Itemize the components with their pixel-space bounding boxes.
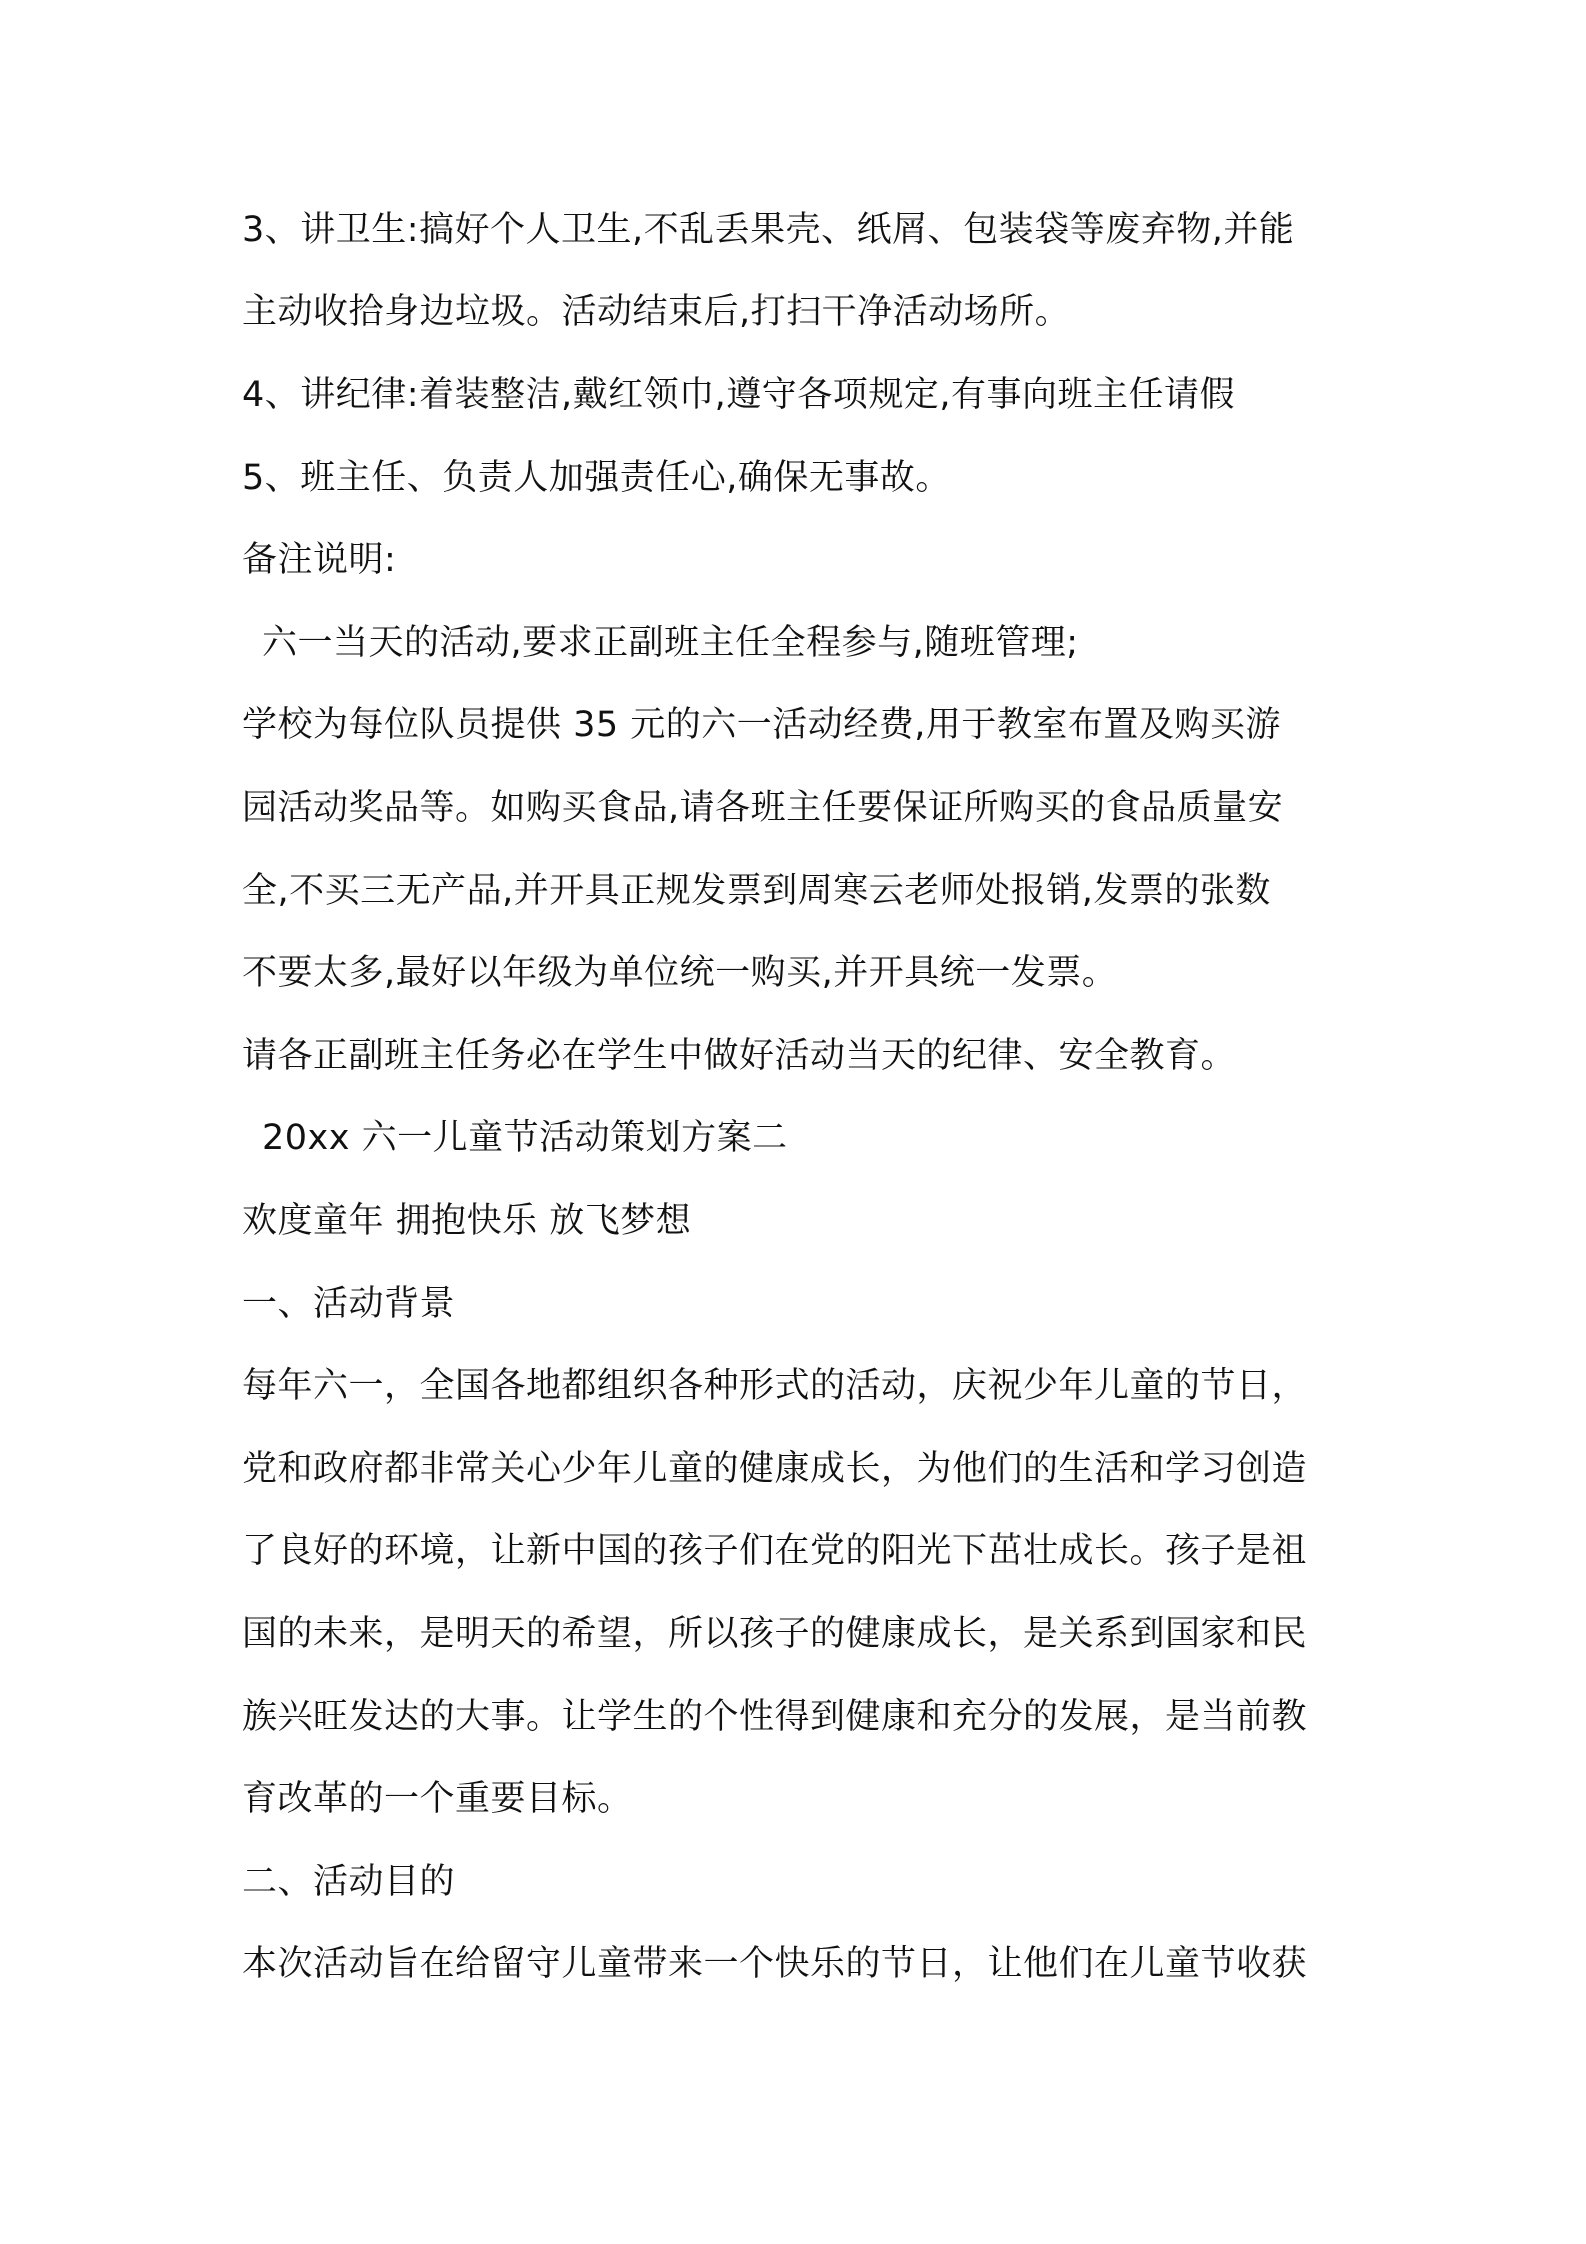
text-line: 5、班主任、负责人加强责任心,确保无事故。 <box>242 458 951 498</box>
text-line: 每年六一，全国各地都组织各种形式的活动，庆祝少年儿童的节日， <box>242 1366 1308 1406</box>
text-line: 全,不买三无产品,并开具正规发票到周寒云老师处报销,发票的张数 <box>242 871 1271 911</box>
text-line: 请各正副班主任务必在学生中做好活动当天的纪律、安全教育。 <box>242 1036 1237 1076</box>
text-line: 党和政府都非常关心少年儿童的健康成长，为他们的生活和学习创造 <box>242 1449 1308 1489</box>
slogan: 欢度童年 拥抱快乐 放飞梦想 <box>242 1201 692 1241</box>
document-subtitle: 20xx 六一儿童节活动策划方案二 <box>262 1118 788 1158</box>
text-line: 本次活动旨在给留守儿童带来一个快乐的节日，让他们在儿童节收获 <box>242 1944 1308 1984</box>
text-line: 主动收拾身边垃圾。活动结束后,打扫干净活动场所。 <box>242 292 1071 332</box>
text-line: 族兴旺发达的大事。让学生的个性得到健康和充分的发展，是当前教 <box>242 1697 1308 1737</box>
text-line: 4、讲纪律:着装整洁,戴红领巾,遵守各项规定,有事向班主任请假 <box>242 375 1235 415</box>
text-line: 学校为每位队员提供 35 元的六一活动经费,用于教室布置及购买游 <box>242 705 1281 745</box>
text-line: 六一当天的活动,要求正副班主任全程参与,随班管理; <box>262 623 1079 663</box>
text-line: 育改革的一个重要目标。 <box>242 1779 633 1819</box>
text-line: 不要太多,最好以年级为单位统一购买,并开具统一发票。 <box>242 953 1118 993</box>
text-line: 3、讲卫生:搞好个人卫生,不乱丢果壳、纸屑、包装袋等废弃物,并能 <box>242 210 1295 250</box>
section-heading: 备注说明: <box>242 540 397 580</box>
section-heading: 二、活动目的 <box>242 1862 456 1902</box>
text-line: 了良好的环境，让新中国的孩子们在党的阳光下茁壮成长。孩子是祖 <box>242 1531 1308 1571</box>
text-line: 国的未来，是明天的希望，所以孩子的健康成长，是关系到国家和民 <box>242 1614 1308 1654</box>
text-line: 园活动奖品等。如购买食品,请各班主任要保证所购买的食品质量安 <box>242 788 1284 828</box>
section-heading: 一、活动背景 <box>242 1284 456 1324</box>
